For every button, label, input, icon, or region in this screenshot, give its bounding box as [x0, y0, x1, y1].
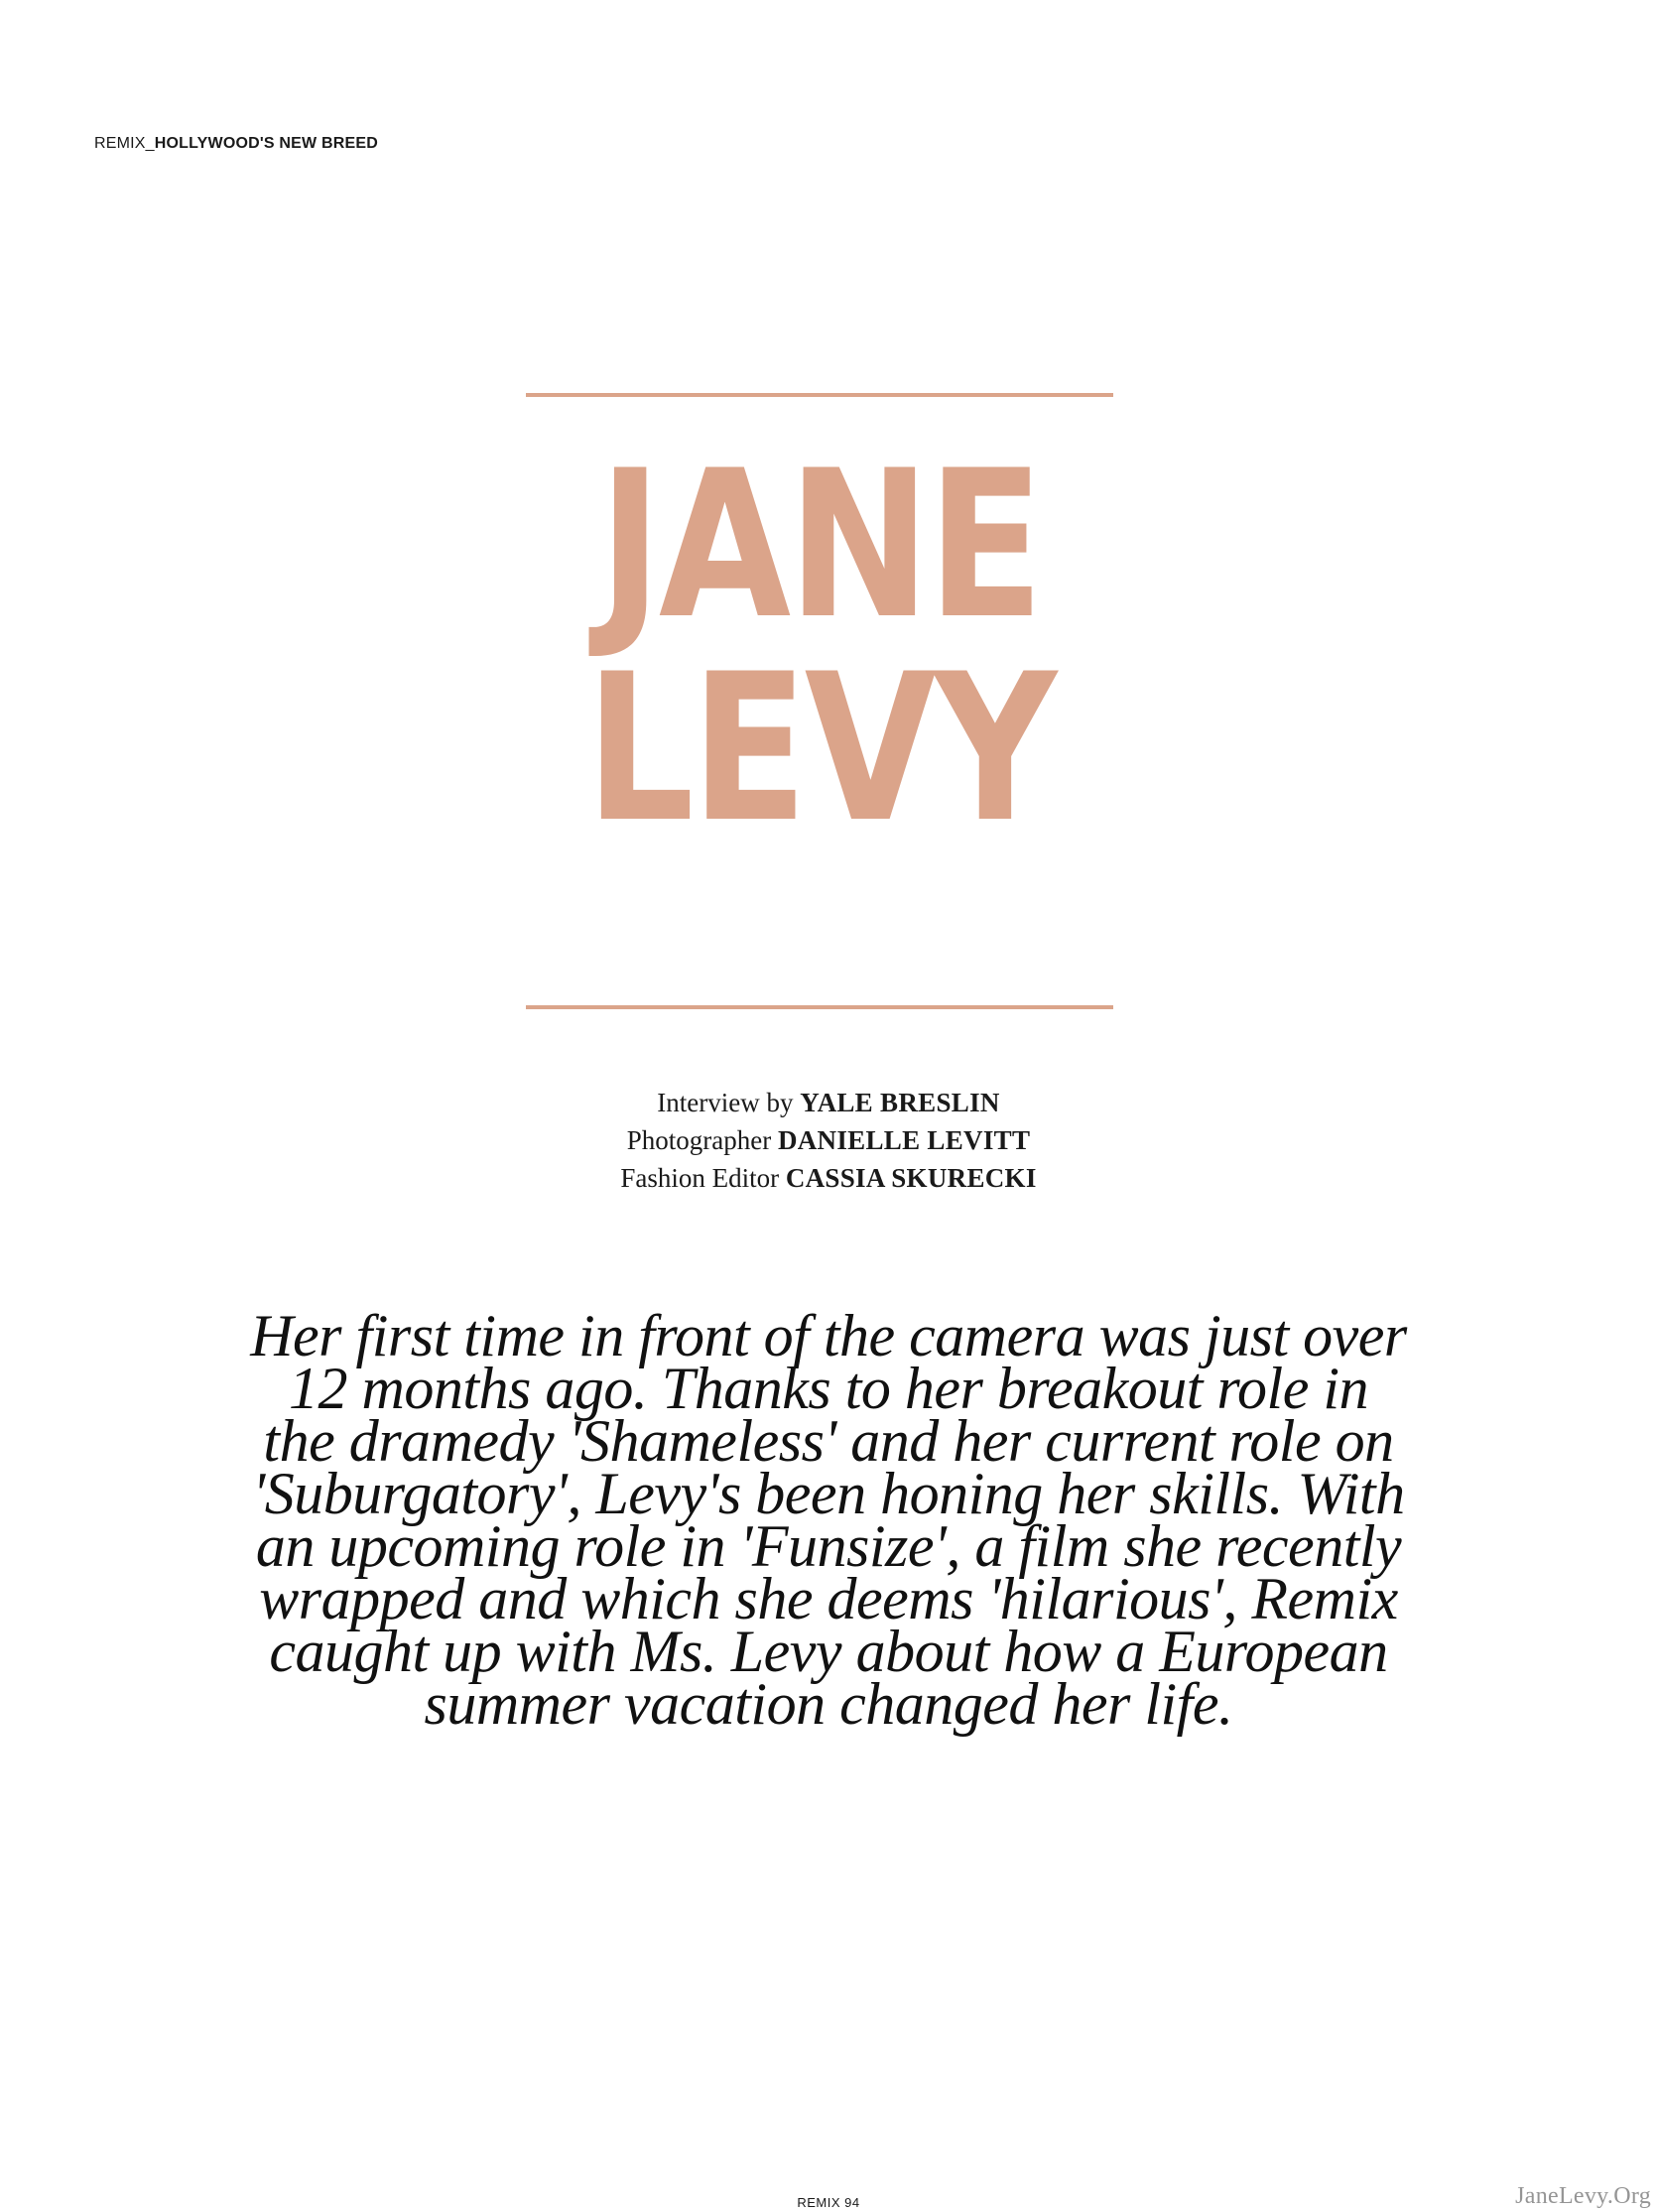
credit-line [0, 1084, 1657, 1121]
section-label: REMIX_ [94, 135, 155, 152]
title-bottom-rule [526, 1005, 1113, 1009]
credit-role: Fashion Editor [620, 1163, 780, 1193]
title-first-name: JANE [598, 428, 1041, 664]
credit-line [0, 1159, 1657, 1197]
credit-name: CASSIA SKURECKI [785, 1163, 1037, 1193]
intro-deck: Her first time in front of the camera was just over 12 months ago. Thanks to her breakout role in the dramedy 'Shameless' and her current role on 'Suburgatory', Levy's been honing her skills. With an upcoming role in 'Funsize', a film she recently wrapped and which she deems 'hilarious', Remix caught up with Ms. Levy about how a European summer vacation changed her life. [250, 1303, 1407, 1737]
title-last-name: LEVY [585, 631, 1054, 867]
series-label: HOLLYWOOD'S NEW BREED [154, 135, 378, 152]
credit-role: Photographer [626, 1125, 772, 1155]
credit-name: YALE BRESLIN [800, 1088, 1000, 1117]
credits-block [0, 1084, 1657, 1197]
credit-name: DANIELLE LEVITT [777, 1125, 1031, 1155]
credit-line [0, 1121, 1657, 1159]
section-header [94, 135, 378, 153]
page-number: REMIX 94 [797, 2195, 860, 2210]
watermark: JaneLevy.Org [1515, 2183, 1651, 2209]
credit-role: Interview by [657, 1088, 794, 1117]
feature-title [526, 0, 1113, 867]
